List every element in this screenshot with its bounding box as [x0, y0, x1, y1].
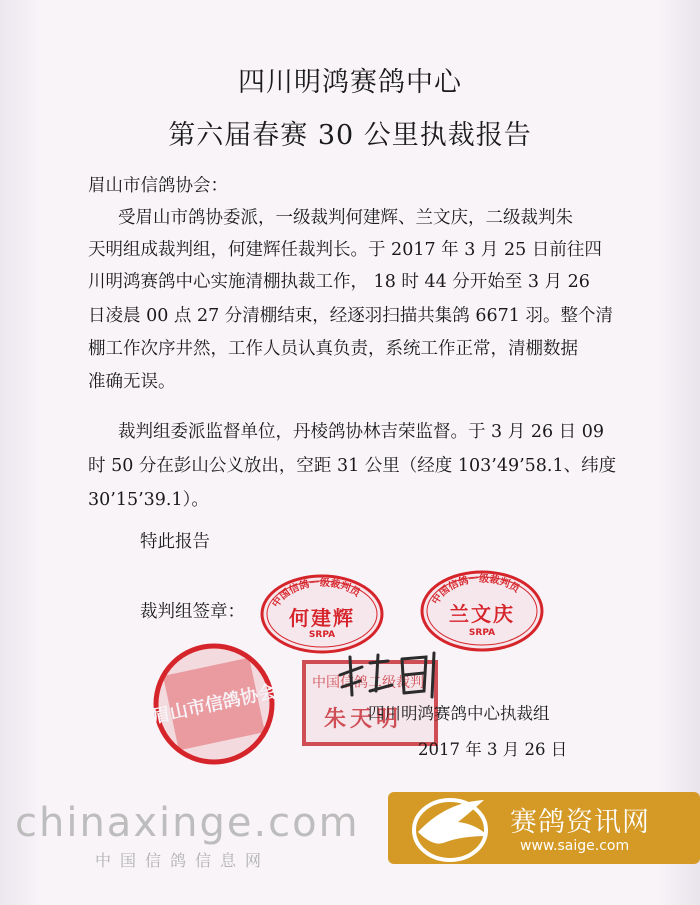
rect-seal-title: 中国信鸽二级裁判 — [312, 675, 424, 691]
watermark-chinaxinge: chinaxinge.com — [15, 800, 360, 846]
paragraph-2-line: 时 50 分在彭山公义放出，空距 31 公里（经度 103’49’58.1、纬度 — [88, 456, 617, 476]
sign-label: 裁判组签章： — [140, 602, 245, 622]
closing-text: 特此报告 — [140, 532, 210, 552]
paragraph-1-line: 受眉山市鸽协委派，一级裁判何建辉、兰文庆，二级裁判朱 — [118, 208, 573, 228]
salutation: 眉山市信鸽协会： — [88, 176, 228, 196]
document-subtitle: 第六届春赛 30 公里执裁报告 — [168, 120, 532, 151]
document-title: 四川明鸿赛鸽中心 — [238, 67, 462, 98]
svg-text:中国信鸽一级裁判员: 中国信鸽一级裁判员 — [430, 573, 522, 607]
paragraph-1-line: 准确无误。 — [88, 372, 176, 392]
handwritten-signature — [330, 645, 450, 705]
paragraph-1-line: 日凌晨 00 点 27 分清棚结束，经逐羽扫描共集鸽 6671 羽。整个清 — [88, 306, 613, 326]
rect-seal-name: 朱天明 — [324, 706, 403, 732]
seal-code: SRPA — [468, 628, 496, 638]
association-seal — [150, 640, 278, 768]
seal-name: 兰文庆 — [449, 602, 515, 626]
svg-text:中国信鸽一级裁判员: 中国信鸽一级裁判员 — [270, 577, 362, 610]
paragraph-2-line: 裁判组委派监督单位，丹棱鸽协林吉荣监督。于 3 月 26 日 09 — [118, 422, 604, 442]
svg-text:眉山市信鸽协会: 眉山市信鸽协会 — [150, 681, 278, 728]
watermark-saige-url: www.saige.com — [520, 838, 630, 854]
watermark-chinaxinge-sub: 中国信鸽信息网 — [95, 851, 271, 870]
watermark-saige-title: 赛鸽资讯网 — [510, 807, 650, 838]
seal-code: SRPA — [308, 630, 336, 640]
paragraph-1-line: 天明组成裁判组，何建辉任裁判长。于 2017 年 3 月 25 日前往四 — [88, 240, 602, 260]
issuer-name: 四川明鸿赛鸽中心执裁组 — [368, 704, 550, 723]
seal-name: 何建辉 — [289, 606, 355, 630]
issue-date: 2017 年 3 月 26 日 — [418, 740, 568, 759]
paragraph-1-line: 川明鸿赛鸽中心实施清棚执裁工作， 18 时 44 分开始至 3 月 26 — [88, 272, 590, 292]
judge-seal-lan — [418, 568, 546, 654]
paragraph-1-line: 棚工作次序井然，工作人员认真负责，系统工作正常，清棚数据 — [88, 339, 578, 359]
pigeon-logo-icon — [388, 792, 508, 864]
paragraph-2-line: 30’15’39.1）。 — [88, 490, 209, 510]
